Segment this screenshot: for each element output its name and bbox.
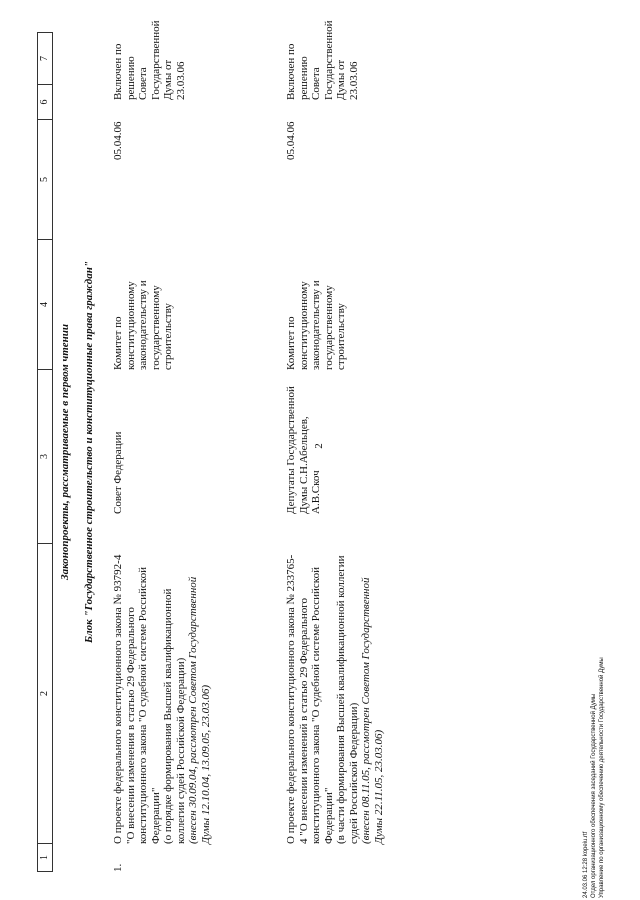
row-2-description	[285, 554, 385, 844]
column-number-6: 6	[38, 85, 52, 120]
column-number-2: 2	[38, 544, 52, 844]
footer-department: Отдел организационного обеспечения заседаний Государственной Думы	[591, 693, 597, 898]
row-2-title: О проекте федерального конституционного закона № 233765-4 "О внесении изменений в статью 29 Федерального конституционного закона "О судебной системе Российской Федерации"	[285, 554, 335, 844]
row-2-initiator: Депутаты Государственной Думы С.Н.Абельцев, А.В.Скоч	[285, 386, 322, 514]
column-number-4: 4	[38, 240, 52, 370]
column-number-1: 1	[38, 844, 52, 872]
rotated-page	[37, 20, 617, 872]
row-1-subtitle: (о порядке формирования Высшей квалификационной коллегии судей Российской Федерации)	[162, 588, 187, 844]
column-number-3: 3	[38, 370, 52, 544]
row-1-remark: Включен по решению Совета Государственной Думы от 23.03.06	[112, 20, 187, 100]
row-2-note: (внесен 08.11.05, рассмотрен Советом Государственной Думы 22.11.05, 23.03.06)	[360, 577, 385, 844]
row-1-description	[112, 554, 212, 844]
row-2-committee: Комитет по конституционному законодательству и государственному строительству	[285, 280, 347, 370]
row-2-date: 05.04.06	[285, 121, 297, 160]
footer	[582, 568, 606, 898]
row-1-number: 1.	[112, 863, 124, 872]
section-title: Законопроекты, рассматриваемые в первом чтении	[59, 324, 71, 580]
block-title: Блок "Государственное строительство и конституционные права граждан"	[83, 261, 95, 643]
column-number-header	[37, 32, 53, 872]
column-number-5: 5	[38, 120, 52, 240]
row-2-remark: Включен по решению Совета Государственной Думы от 23.03.06	[285, 20, 360, 100]
row-1-date: 05.04.06	[112, 121, 124, 160]
footer-file: 24.03.06 12:28 kopeiu.rtf	[583, 831, 589, 898]
column-number-7: 7	[38, 32, 52, 85]
row-1-title: О проекте федерального конституционного закона № 93792-4 "О внесении изменения в статью 29 Федерального конституционного закона "О судебной системе Российской Федерации"	[112, 554, 162, 844]
row-2-subtitle: (в части формирования Высшей квалификационной коллегии судей Российской Федерации)	[335, 555, 360, 844]
page-number: 2	[312, 443, 325, 449]
row-1-note: (внесен 30.09.04, рассмотрен Советом Государственной Думы 12.10.04, 13.09.05, 23.03.06)	[187, 576, 212, 844]
row-1-initiator: Совет Федерации	[112, 431, 124, 514]
footer-directorate: Управление по организационному обеспечению деятельности Государственной Думы	[599, 657, 605, 898]
row-1-committee: Комитет по конституционному законодательству и государственному строительству	[112, 280, 174, 370]
